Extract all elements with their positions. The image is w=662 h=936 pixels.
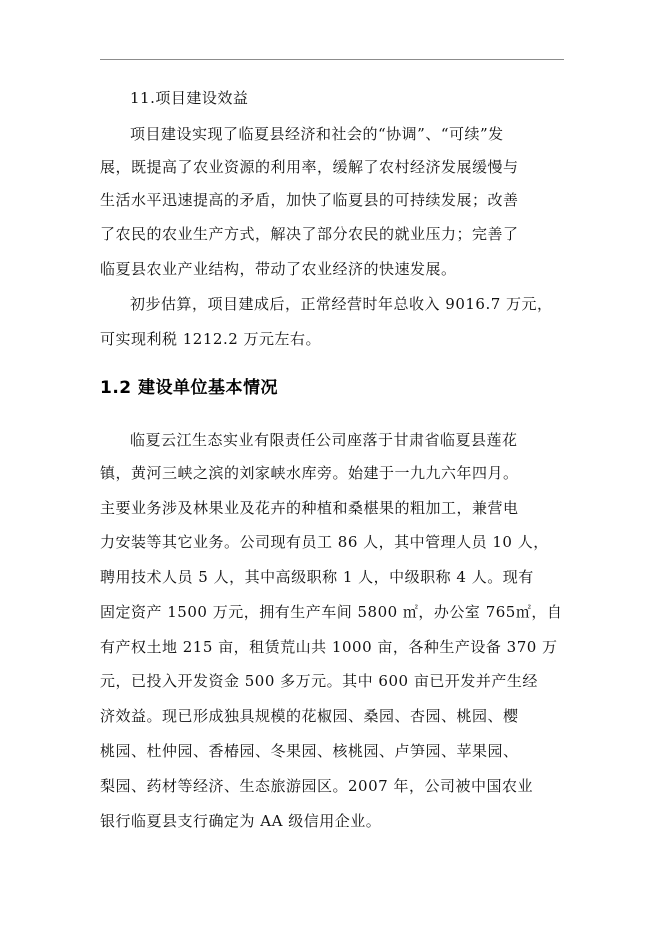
subsection-title: 11.项目建设效益 <box>130 89 249 107</box>
section-heading: 1.2 建设单位基本情况 <box>100 378 279 398</box>
paragraph-line: 临夏云江生态实业有限责任公司座落于甘肃省临夏县莲花 <box>130 431 518 449</box>
paragraph-line: 聘用技术人员 5 人，其中高级职称 1 人，中级职称 4 人。现有 <box>100 568 534 586</box>
paragraph-line: 生活水平迅速提高的矛盾，加快了临夏县的可持续发展；改善 <box>100 191 519 209</box>
paragraph-line: 可实现利税 1212.2 万元左右。 <box>100 330 322 348</box>
paragraph-line: 初步估算，项目建成后，正常经营时年总收入 9016.7 万元， <box>130 295 553 313</box>
paragraph-line: 银行临夏县支行确定为 AA 级信用企业。 <box>100 812 382 830</box>
paragraph-line: 主要业务涉及林果业及花卉的种植和桑椹果的粗加工，兼营电 <box>100 499 519 517</box>
paragraph-line: 镇，黄河三峡之滨的刘家峡水库旁。始建于一九九六年四月。 <box>100 464 519 482</box>
paragraph-line: 展，既提高了农业资源的利用率，缓解了农村经济发展缓慢与 <box>100 158 519 176</box>
paragraph-line: 力安装等其它业务。公司现有员工 86 人，其中管理人员 10 人， <box>100 533 549 551</box>
header-rule <box>100 59 564 60</box>
paragraph-line: 元，已投入开发资金 500 多万元。其中 600 亩已开发并产生经 <box>100 672 538 690</box>
paragraph-line: 了农民的农业生产方式，解决了部分农民的就业压力；完善了 <box>100 225 519 243</box>
paragraph-line: 项目建设实现了临夏县经济和社会的“协调”、“可续”发 <box>130 125 504 143</box>
paragraph-line: 济效益。现已形成独具规模的花椒园、桑园、杏园、桃园、樱 <box>100 707 519 725</box>
paragraph-line: 梨园、药材等经济、生态旅游园区。2007 年，公司被中国农业 <box>100 777 533 795</box>
paragraph-line: 桃园、杜仲园、香椿园、冬果园、核桃园、卢笋园、苹果园、 <box>100 742 519 760</box>
paragraph-line: 固定资产 1500 万元，拥有生产车间 5800 ㎡，办公室 765㎡，自 <box>100 603 563 621</box>
paragraph-line: 有产权土地 215 亩，租赁荒山共 1000 亩，各种生产设备 370 万 <box>100 638 558 656</box>
paragraph-line: 临夏县农业产业结构，带动了农业经济的快速发展。 <box>100 260 457 278</box>
